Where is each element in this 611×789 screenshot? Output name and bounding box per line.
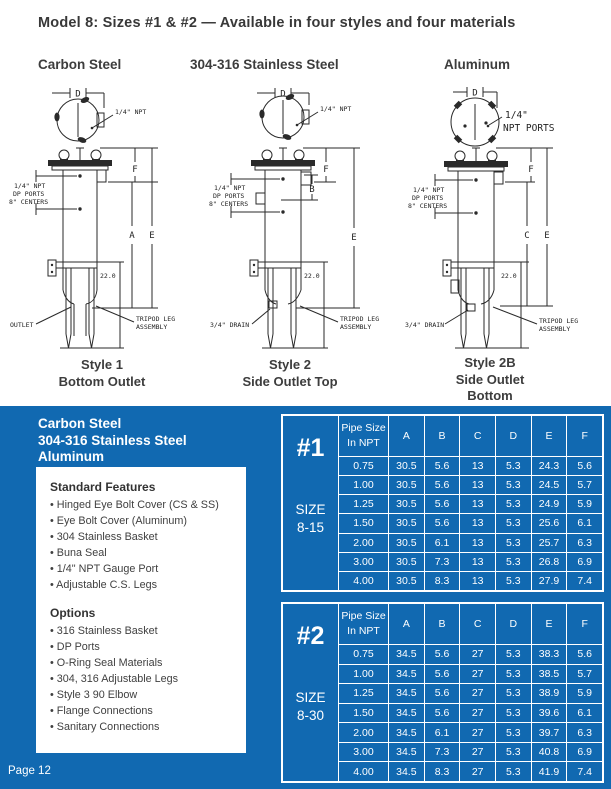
table-cell: 27.9	[532, 572, 568, 590]
heading-carbon-steel: Carbon Steel	[38, 57, 122, 72]
page-title: Model 8: Sizes #1 & #2 — Available in four styles and four materials	[38, 15, 516, 31]
ss-top-view	[257, 88, 351, 141]
table-cell: 1.25	[339, 684, 389, 703]
col-header-b: B	[425, 416, 461, 456]
feature-item: • Adjustable C.S. Legs	[50, 579, 158, 591]
table-cell: 6.1	[577, 517, 592, 530]
svg-text:DP PORTS: DP PORTS	[412, 194, 444, 202]
carbon-steel-diagram	[8, 86, 193, 358]
panel-material-1: Carbon Steel	[38, 416, 122, 431]
table-cell: 38.5	[532, 665, 568, 684]
table-cell: 5.3	[496, 645, 532, 664]
size-1-rows	[339, 457, 602, 590]
table-cell: 5.9	[577, 687, 592, 700]
table-cell: 8.3	[425, 762, 461, 781]
table-cell: 13	[460, 495, 496, 513]
table-cell: 25.6	[532, 514, 568, 532]
col-header-e: E	[532, 416, 568, 456]
table-cell: 6.3	[577, 536, 592, 549]
table-cell: 6.9	[577, 555, 592, 568]
table-row	[339, 572, 602, 590]
table-row	[339, 457, 602, 476]
table-cell: 7.4	[577, 574, 592, 587]
table-cell: 5.6	[425, 514, 461, 532]
col-header-c: C	[460, 604, 496, 644]
table-row	[339, 553, 602, 572]
npt-label: 1/4" NPT	[320, 105, 352, 113]
table-cell: 27	[460, 645, 496, 664]
size-2-grid	[339, 604, 602, 781]
table-cell: 5.6	[425, 704, 461, 723]
table-cell: 27	[460, 704, 496, 723]
table-cell: 30.5	[389, 514, 425, 532]
table-cell: 8.3	[425, 572, 461, 590]
table-row	[339, 743, 602, 763]
al-top-view	[451, 87, 555, 146]
feature-item: • Eye Bolt Cover (Aluminum)	[50, 515, 187, 527]
table-cell: 5.6	[425, 495, 461, 513]
npt-label: 1/4" NPT	[115, 108, 147, 116]
dp-ports-label: 1/4" NPT	[413, 186, 445, 194]
table-cell: 5.3	[496, 684, 532, 703]
table-cell: 5.6	[425, 457, 461, 475]
table-cell: 5.3	[496, 723, 532, 742]
table-cell: 1.00	[339, 476, 389, 494]
table-header-row	[339, 416, 602, 457]
caption-style-1: Style 1 Bottom Outlet	[58, 357, 146, 389]
table-cell: 5.3	[496, 495, 532, 513]
table-cell: 1.50	[339, 704, 389, 723]
size-range-label: SIZE 8-15	[295, 502, 326, 535]
options-title: Options	[50, 606, 96, 620]
table-id: #1	[296, 434, 325, 462]
size-2-table	[281, 602, 604, 783]
dim-label-d: D	[75, 89, 81, 100]
table-cell: 27	[460, 665, 496, 684]
caption-style-2b: Style 2B Side Outlet Bottom	[455, 355, 525, 403]
table-cell: 1.00	[339, 665, 389, 684]
table-cell: 6.3	[577, 726, 592, 739]
table-cell: 5.3	[496, 514, 532, 532]
table-cell: 30.5	[389, 534, 425, 552]
ss-side-view	[209, 148, 379, 348]
table-cell: 34.5	[389, 704, 425, 723]
table-cell: 7.4	[577, 765, 592, 778]
table-cell: 5.3	[496, 476, 532, 494]
pipe-size-header: Pipe Size In NPT	[339, 604, 389, 644]
table-cell: 5.3	[496, 704, 532, 723]
col-header-d: D	[496, 416, 532, 456]
table-cell: 5.6	[425, 684, 461, 703]
col-header-f: F	[581, 618, 588, 630]
al-side-view	[405, 148, 578, 348]
table-cell: 5.3	[496, 534, 532, 552]
dim-label-f: F	[323, 165, 329, 175]
table-cell: 2.00	[339, 534, 389, 552]
aluminum-diagram	[405, 84, 611, 360]
table-cell: 5.7	[577, 479, 592, 492]
feature-item: • O-Ring Seal Materials	[50, 657, 163, 669]
table-cell: 34.5	[389, 645, 425, 664]
table-cell: 30.5	[389, 572, 425, 590]
cs-side-view	[9, 148, 175, 348]
col-header-b: B	[425, 604, 461, 644]
size-1-label-col	[283, 416, 339, 590]
leg-dim-label: 22.0	[304, 272, 320, 280]
table-row	[339, 684, 602, 704]
table-cell: 6.1	[577, 707, 592, 720]
table-cell: 3.00	[339, 553, 389, 571]
table-cell: 38.9	[532, 684, 568, 703]
dim-label-e: E	[149, 231, 155, 241]
col-header-a: A	[389, 604, 425, 644]
table-cell: 30.5	[389, 457, 425, 475]
dim-label-e: E	[544, 231, 550, 241]
table-cell: 13	[460, 514, 496, 532]
svg-text:DP PORTS: DP PORTS	[13, 190, 45, 198]
feature-item: • Sanitary Connections	[50, 721, 160, 733]
size-1-grid	[339, 416, 602, 590]
features-title: Standard Features	[50, 480, 156, 494]
col-header-e: E	[532, 604, 568, 644]
feature-item: • 1/4" NPT Gauge Port	[50, 563, 159, 575]
table-row	[339, 665, 602, 685]
svg-text:NPT PORTS: NPT PORTS	[503, 123, 555, 134]
table-cell: 5.7	[577, 667, 592, 680]
table-cell: 13	[460, 553, 496, 571]
heading-aluminum: Aluminum	[444, 57, 510, 72]
table-cell: 5.6	[577, 648, 592, 661]
table-cell: 34.5	[389, 684, 425, 703]
col-header-c: C	[460, 416, 496, 456]
table-cell: 5.3	[496, 743, 532, 762]
table-cell: 1.50	[339, 514, 389, 532]
feature-item: • 304, 316 Adjustable Legs	[50, 673, 179, 685]
table-cell: 5.3	[496, 553, 532, 571]
leg-dim-label: 22.0	[501, 272, 517, 280]
table-cell: 24.5	[532, 476, 568, 494]
leg-dim-label: 22.0	[100, 272, 116, 280]
table-cell: 4.00	[339, 572, 389, 590]
table-row	[339, 723, 602, 743]
feature-item: • 316 Stainless Basket	[50, 625, 158, 637]
table-cell: 6.9	[577, 746, 592, 759]
table-cell: 26.8	[532, 553, 568, 571]
table-cell: 34.5	[389, 743, 425, 762]
table-cell: 27	[460, 762, 496, 781]
table-cell: 7.3	[425, 553, 461, 571]
svg-text:8" CENTERS: 8" CENTERS	[408, 202, 448, 210]
table-cell: 5.9	[577, 498, 592, 511]
pipe-size-header: Pipe Size In NPT	[339, 416, 389, 456]
npt-ports-label: 1/4"	[505, 110, 528, 121]
table-cell: 34.5	[389, 762, 425, 781]
panel-material-3: Aluminum	[38, 449, 104, 464]
panel-materials-heading	[38, 416, 187, 466]
options-list	[50, 623, 236, 735]
tripod-label: TRIPOD LEG	[539, 317, 579, 325]
tripod-label: TRIPOD LEG	[136, 315, 176, 323]
tripod-label: TRIPOD LEG	[340, 315, 380, 323]
outlet-label: OUTLET	[10, 321, 34, 329]
dim-label-c: C	[524, 231, 530, 241]
dim-label-f: F	[132, 165, 138, 175]
table-cell: 1.25	[339, 495, 389, 513]
table-cell: 30.5	[389, 476, 425, 494]
size-2-label-col	[283, 604, 339, 781]
table-cell: 25.7	[532, 534, 568, 552]
table-cell: 4.00	[339, 762, 389, 781]
col-header-d: D	[496, 604, 532, 644]
table-cell: 5.6	[577, 460, 592, 473]
feature-item: • Flange Connections	[50, 705, 153, 717]
spec-panel	[0, 406, 611, 789]
size-range-label: SIZE 8-30	[295, 690, 326, 723]
table-cell: 0.75	[339, 457, 389, 475]
table-cell: 5.3	[496, 665, 532, 684]
dim-label-e: E	[351, 233, 357, 243]
table-cell: 38.3	[532, 645, 568, 664]
dp-ports-label: 1/4" NPT	[14, 182, 46, 190]
table-cell: 24.3	[532, 457, 568, 475]
table-cell: 5.6	[425, 665, 461, 684]
dim-label-a: A	[129, 231, 135, 241]
dim-label-f: F	[528, 165, 534, 175]
table-cell: 13	[460, 534, 496, 552]
table-cell: 6.1	[425, 723, 461, 742]
table-row	[339, 704, 602, 724]
table-cell: 13	[460, 457, 496, 475]
dim-label-d: D	[472, 88, 478, 99]
table-row	[339, 495, 602, 514]
feature-item: • Buna Seal	[50, 547, 107, 559]
panel-material-2: 304-316 Stainless Steel	[38, 432, 187, 448]
table-cell: 13	[460, 572, 496, 590]
cs-top-view	[52, 88, 146, 144]
table-cell: 27	[460, 723, 496, 742]
table-cell: 30.5	[389, 495, 425, 513]
table-row	[339, 762, 602, 781]
page-number: Page 12	[8, 765, 51, 777]
drain-label: 3/4" DRAIN	[405, 321, 445, 329]
table-cell: 27	[460, 743, 496, 762]
table-cell: 24.9	[532, 495, 568, 513]
dim-label-d: D	[280, 89, 286, 100]
svg-text:ASSEMBLY: ASSEMBLY	[136, 323, 168, 331]
table-header-row	[339, 604, 602, 645]
stainless-steel-diagram	[196, 86, 401, 358]
feature-item: • Hinged Eye Bolt Cover (CS & SS)	[50, 499, 219, 511]
table-cell: 5.3	[496, 572, 532, 590]
svg-text:8" CENTERS: 8" CENTERS	[209, 200, 249, 208]
table-cell: 0.75	[339, 645, 389, 664]
col-header-a: A	[389, 416, 425, 456]
svg-text:8" CENTERS: 8" CENTERS	[9, 198, 49, 206]
size-1-table	[281, 414, 604, 592]
dp-ports-label: 1/4" NPT	[214, 184, 246, 192]
table-cell: 2.00	[339, 723, 389, 742]
table-cell: 6.1	[425, 534, 461, 552]
caption-style-2: Style 2 Side Outlet Top	[242, 357, 338, 389]
table-cell: 27	[460, 684, 496, 703]
table-cell: 39.6	[532, 704, 568, 723]
table-row	[339, 476, 602, 495]
table-row	[339, 534, 602, 553]
col-header-f: F	[581, 430, 588, 442]
heading-stainless-steel: 304-316 Stainless Steel	[190, 57, 339, 72]
table-row	[339, 645, 602, 665]
features-list	[50, 497, 236, 593]
table-cell: 40.8	[532, 743, 568, 762]
table-cell: 39.7	[532, 723, 568, 742]
feature-item: • 304 Stainless Basket	[50, 531, 158, 543]
dim-label-b: B	[309, 185, 315, 195]
svg-text:ASSEMBLY: ASSEMBLY	[539, 325, 571, 333]
table-cell: 7.3	[425, 743, 461, 762]
svg-text:ASSEMBLY: ASSEMBLY	[340, 323, 372, 331]
size-2-rows	[339, 645, 602, 781]
feature-item: • Style 3 90 Elbow	[50, 689, 138, 701]
features-box	[36, 467, 246, 753]
table-cell: 5.6	[425, 476, 461, 494]
table-cell: 13	[460, 476, 496, 494]
table-cell: 34.5	[389, 665, 425, 684]
table-cell: 3.00	[339, 743, 389, 762]
table-id: #2	[296, 622, 325, 650]
feature-item: • DP Ports	[50, 641, 100, 653]
drain-label: 3/4" DRAIN	[210, 321, 250, 329]
table-cell: 5.6	[425, 645, 461, 664]
svg-text:DP PORTS: DP PORTS	[213, 192, 245, 200]
table-row	[339, 514, 602, 533]
table-cell: 5.3	[496, 762, 532, 781]
table-cell: 30.5	[389, 553, 425, 571]
table-cell: 41.9	[532, 762, 568, 781]
table-cell: 34.5	[389, 723, 425, 742]
table-cell: 5.3	[496, 457, 532, 475]
